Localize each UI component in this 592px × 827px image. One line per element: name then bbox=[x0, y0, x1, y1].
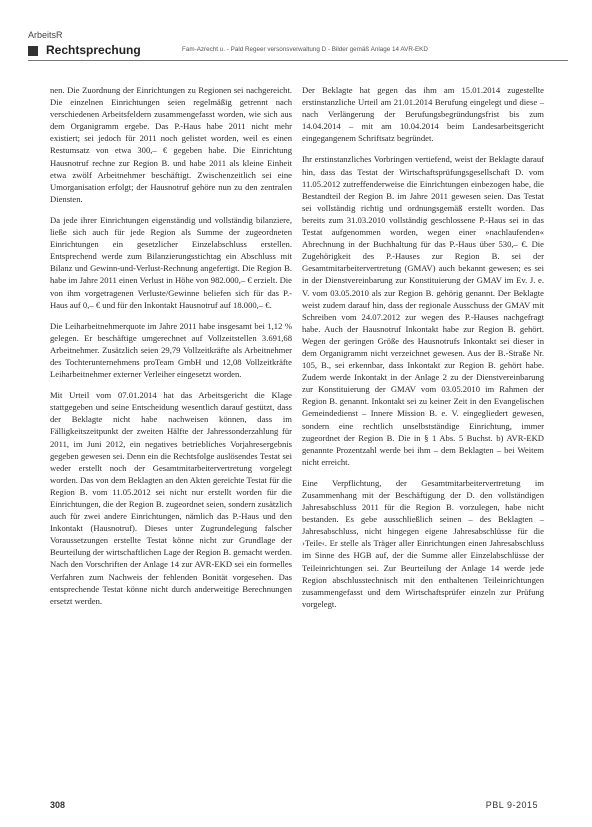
section-title: Rechtsprechung bbox=[46, 43, 141, 57]
left-column bbox=[50, 84, 292, 616]
paragraph: Mit Urteil vom 07.01.2014 hat das Arbeitsgericht die Klage stattgegeben und seine Entscheidung wesentlich darauf gestützt, dass der Beklagte nicht habe nachweisen können, dass im Fälligkeitszeitpunkt der zweiten Hälfte der Jahressonderzahlung für 2011, im Juni 2012, ein negatives betriebliches Vorjahresergebnis gegeben gewesen sei. Denn ein die Rechtsfolge auslösendes Testat sei weder erstellt noch der Gesamtmitarbeitervertretung vorgelegt worden. Das von dem Beklagten an den Akten gereichte Testat für die Region B. vom 11.05.2012 sei nicht nur erstellt worden für die Einrichtungen, die der Region B. zugeordnet seien, sondern zusätzlich auch für zwei andere Einrichtungen, nämlich das P.-Haus und den Inkontakt (Hausnotruf). Dieses unter Zugrundelegung falscher Voraussetzungen erstellte Testat könne nicht zur Grundlage der Beurteilung der wirtschaftlichen Lage der Region B. gemacht werden. Nach den Vorschriften der Anlage 14 zur AVR-EKD sei ein formelles Verfahren zum Nachweis der fehlenden Bonität vorgesehen. Das entsprechende Testat könne nicht durch anderweitige Berechnungen ersetzt werden. bbox=[50, 390, 292, 606]
section-marker-icon bbox=[28, 46, 38, 56]
paragraph: Da jede ihrer Einrichtungen eigenständig und vollständig bilanziere, ließe sich auch für jede Region als Summe der zugeordneten Einrichtungen ein gesetzlicher Einzelabschluss erstellen. Entsprechend werde zum Bilanzierungsstichtag ein Abschluss mit Bilanz und Gewinn-und-Verlust-Rechnung angefertigt. Die Region B. habe im Jahre 2011 einen Verlust in Höhe von 982.000,– € erzielt. Die von ihm vorgetragenen Verluste/Gewinne beliefen sich für das P.-Haus auf 0,– € und für den Inkontakt Hausnotruf auf 18.000,– €. bbox=[50, 214, 292, 310]
page-footer bbox=[0, 800, 592, 820]
paragraph: Der Beklagte hat gegen das ihm am 15.01.2014 zugestellte erstinstanzliche Urteil am 21.01.2014 Berufung eingelegt und diese – nach Verlängerung der Berufungsbegründungsfrist bis zum 14.04.2014 – mit am 10.04.2014 beim Landesarbeitsgericht eingegangenem Schriftsatz begründet. bbox=[302, 85, 544, 144]
issue-label: PBL 9-2015 bbox=[485, 800, 538, 810]
running-subtitle: Fam-Azrecht u. - Pald Regeer versonsverwaltung D - Bilder gemäß Anlage 14 AVR-EKD bbox=[182, 46, 428, 53]
page-number: 308 bbox=[50, 800, 66, 810]
paragraph: Die Leiharbeitnehmerquote im Jahre 2011 habe insgesamt bei 1,12 % gelegen. Er beschäftige umgerechnet auf Vollzeitstellen 3.691,68 Arbeitnehmer. Zusätzlich seien 29,79 Vollzeitkräfte als Arbeitnehmer des Tochterunternehmens proTeam GmbH und 12,08 Vollzeitkräfte Leiharbeitnehmer externer Verleiher eingesetzt worden. bbox=[50, 320, 292, 380]
right-column bbox=[302, 84, 544, 619]
paragraph: Eine Verpflichtung, der Gesamtmitarbeitervertretung im Zusammenhang mit der Beschäftigung der D. den vollständigen Jahresabschluss 2011 für die Region B. vorzulegen, habe nicht bestanden. Es gebe ausschließlich seinen – des Beklagten – Jahresabschluss, nicht hingegen eigene Jahresabschlüsse für die ›Teile‹. Er stelle als Träger aller Einrichtungen einen Jahresabschluss im Sinne des HGB auf, der die Summe aller Einzelabschlüsse der Teileinrichtungen sei. Zur Beurteilung der Anlage 14 werde jede Region abschlusstechnisch mit den enthaltenen Teileinrichtungen zusammengefasst und dem Wirtschaftsprüfer einzeln zur Prüfung vorgelegt. bbox=[302, 477, 544, 609]
paragraph: Ihr erstinstanzliches Vorbringen vertiefend, weist der Beklagte darauf hin, dass das Testat der Wirtschaftsprüfungsgesellschaft D. vom 11.05.2012 zutreffenderweise die Einrichtungen einbezogen habe, die Bestandteil der Region B. im Jahre 2011 gewesen seien. Das Testat sei vollständig richtig und ordnungsgemäß erstellt worden. Das bereits zum 31.03.2010 vollständig geschlossene P.-Haus sei in das Testat aufgenommen worden, wegen einer »nachlaufenden« Abrechnung in der Buchhaltung für das P.-Haus über 530,– €. Die Zugehörigkeit des P.-Hauses zur Region B. sei der Gesamtmitarbeitervertretung (GMAV) auch bekannt gewesen; es sei in der Dienstvereinbarung zur Konstituierung der GMAV im Ev. J. e. V. vom 03.05.2010 als zur Region B. gehörig genannt. Der Beklagte weist zudem darauf hin, dass der regionale Ausschuss der GMAV mit Schreiben vom 24.07.2012 zur wegen des P.-Hauses nachgefragt habe. Auch der Hausnotruf Inkontakt habe zur Region B. gehört. Wegen der geringen Größe des Hausnotrufs Inkontakt sei dieser in dem Organigramm nicht verzeichnet gewesen. Aus der B.-Straße Nr. 105, B., sei erkennbar, dass Inkontakt zur Region B. gehört habe. Zudem werde Inkontakt in der Anlage 2 zu der Dienstvereinbarung zur Konstituierung der GMAV vom 03.05.2010 im Rahmen der Region B. genannt. Inkontakt sei zu keiner Zeit in den Evangelischen Gemeindedienst – Innere Mission B. e. V. eingegliedert gewesen, sondern eine rechtlich unselbstständige Einrichtung, immer zugeordnet der Region B. Die in § 1 Abs. 5 Buchst. b) AVR-EKD genannte Prozentzahl werde bei ihm – dem Beklagten – bei Weitem nicht erreicht. bbox=[302, 154, 544, 467]
header-divider bbox=[28, 60, 568, 61]
journal-section-label: ArbeitsR bbox=[28, 30, 63, 40]
paragraph: nen. Die Zuordnung der Einrichtungen zu Regionen sei nachgereicht. Die einzelnen Einrichtungen seien regelmäßig getrennt nach verschiedenen Arbeitsfeldern zusammengefasst worden, wie sich aus dem Organigramm ergebe. Das P.-Haus habe 2011 nicht mehr existiert; sei jedoch für 2011 noch gelistet worden, weil es einen Restumsatz von etwa 300,– € gegeben habe. Die Einrichtung Hausnotruf rechne zur Region B. und habe 2011 als kleine Einheit etwa zwölf Arbeitnehmer beschäftigt. Zwischenzeitlich sei eine Umorganisation erfolgt; der Hausnotruf gehöre nun zu den zentralen Diensten. bbox=[50, 85, 292, 204]
page-header bbox=[28, 44, 568, 62]
